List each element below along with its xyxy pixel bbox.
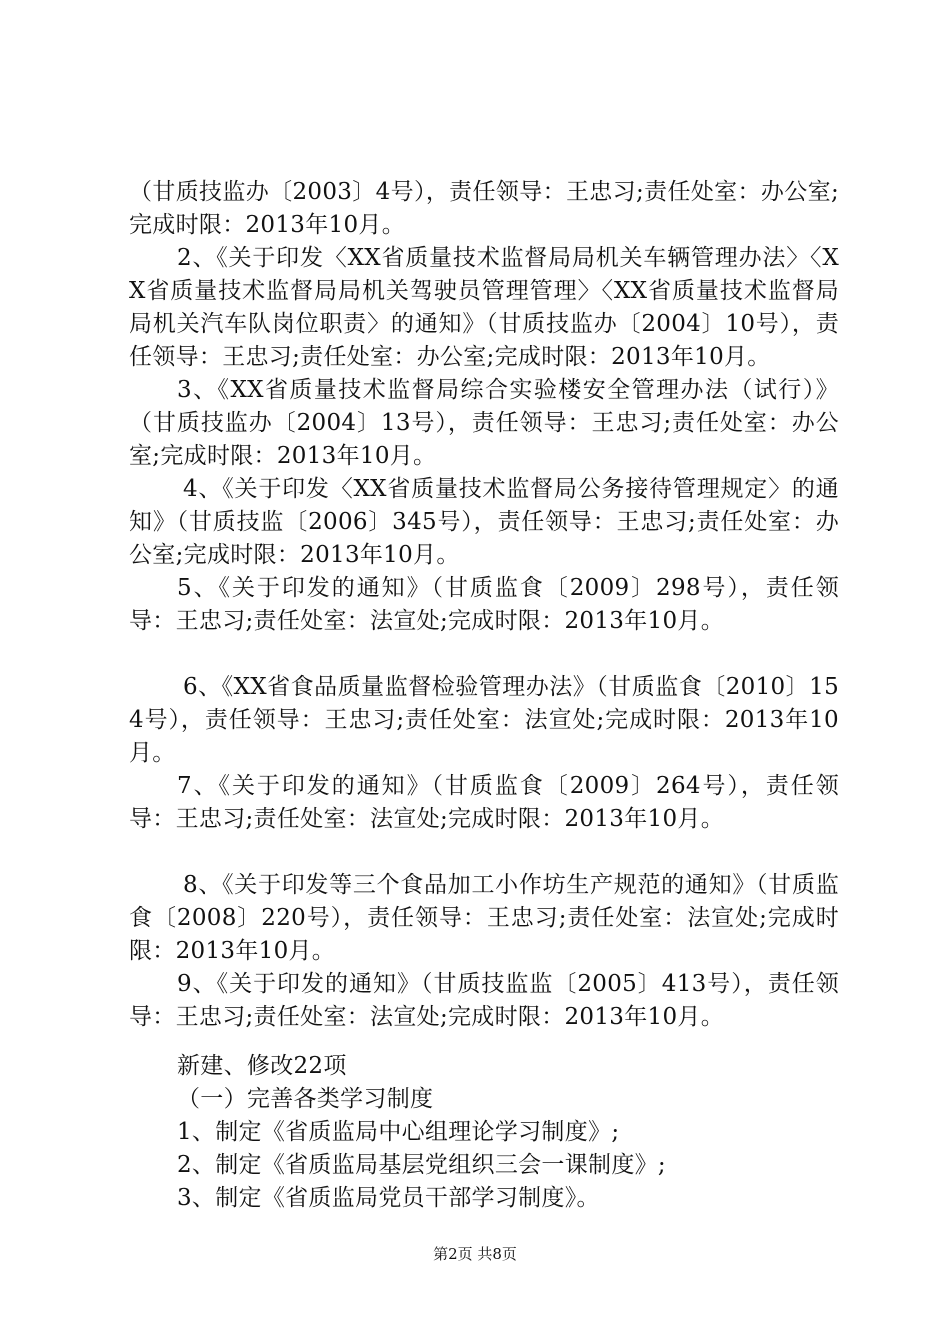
list-item-3: 3、制定《省质监局党员干部学习制度》。 <box>177 1185 600 1211</box>
paragraph-item-2: 2、《关于印发〈XX省质量技术监督局局机关车辆管理办法〉〈XX省质量技术监督局局机关驾驶员管理管理〉〈XX省质量技术监督局局机关汽车队岗位职责〉的通知》（甘质技监办〔2004〕10号），责任领导：王忠习;责任处室：办公室;完成时限：2013年10月。 <box>129 245 839 370</box>
paragraph-continuation: （甘质技监办〔2003〕4号），责任领导：王忠习;责任处室：办公室;完成时限：2013年10月。 <box>129 179 839 238</box>
paragraph-item-8: 8、《关于印发等三个食品加工小作坊生产规范的通知》（甘质监食〔2008〕220号），责任领导：王忠习;责任处室：法宣处;完成时限：2013年10月。 <box>129 872 839 964</box>
paragraph-item-6: 6、《XX省食品质量监督检验管理办法》（甘质监食〔2010〕154号），责任领导：王忠习;责任处室：法宣处;完成时限：2013年10月。 <box>129 674 839 766</box>
section-heading-new-items: 新建、修改22项 <box>177 1053 347 1079</box>
paragraph-item-7: 7、《关于印发的通知》（甘质监食〔2009〕264号），责任领导：王忠习;责任处室：法宣处;完成时限：2013年10月。 <box>129 773 839 832</box>
subsection-heading-learning-systems: （一）完善各类学习制度 <box>177 1086 434 1112</box>
list-item-2: 2、制定《省质监局基层党组织三会一课制度》; <box>177 1152 666 1178</box>
page-footer: 第2页 共8页 <box>433 1245 517 1263</box>
paragraph-item-4: 4、《关于印发〈XX省质量技术监督局公务接待管理规定〉的通知》（甘质技监〔2006〕345号），责任领导：王忠习;责任处室：办公室;完成时限：2013年10月。 <box>129 476 839 568</box>
paragraph-item-3: 3、《XX省质量技术监督局综合实验楼安全管理办法（试行）》（甘质技监办〔2004〕13号），责任领导：王忠习;责任处室：办公室;完成时限：2013年10月。 <box>129 377 839 469</box>
paragraph-item-9: 9、《关于印发的通知》（甘质技监监〔2005〕413号），责任领导：王忠习;责任处室：法宣处;完成时限：2013年10月。 <box>129 971 839 1030</box>
paragraph-item-5: 5、《关于印发的通知》（甘质监食〔2009〕298号），责任领导：王忠习;责任处室：法宣处;完成时限：2013年10月。 <box>129 575 839 634</box>
list-item-1: 1、制定《省质监局中心组理论学习制度》; <box>177 1119 620 1145</box>
document-body <box>129 176 839 1215</box>
